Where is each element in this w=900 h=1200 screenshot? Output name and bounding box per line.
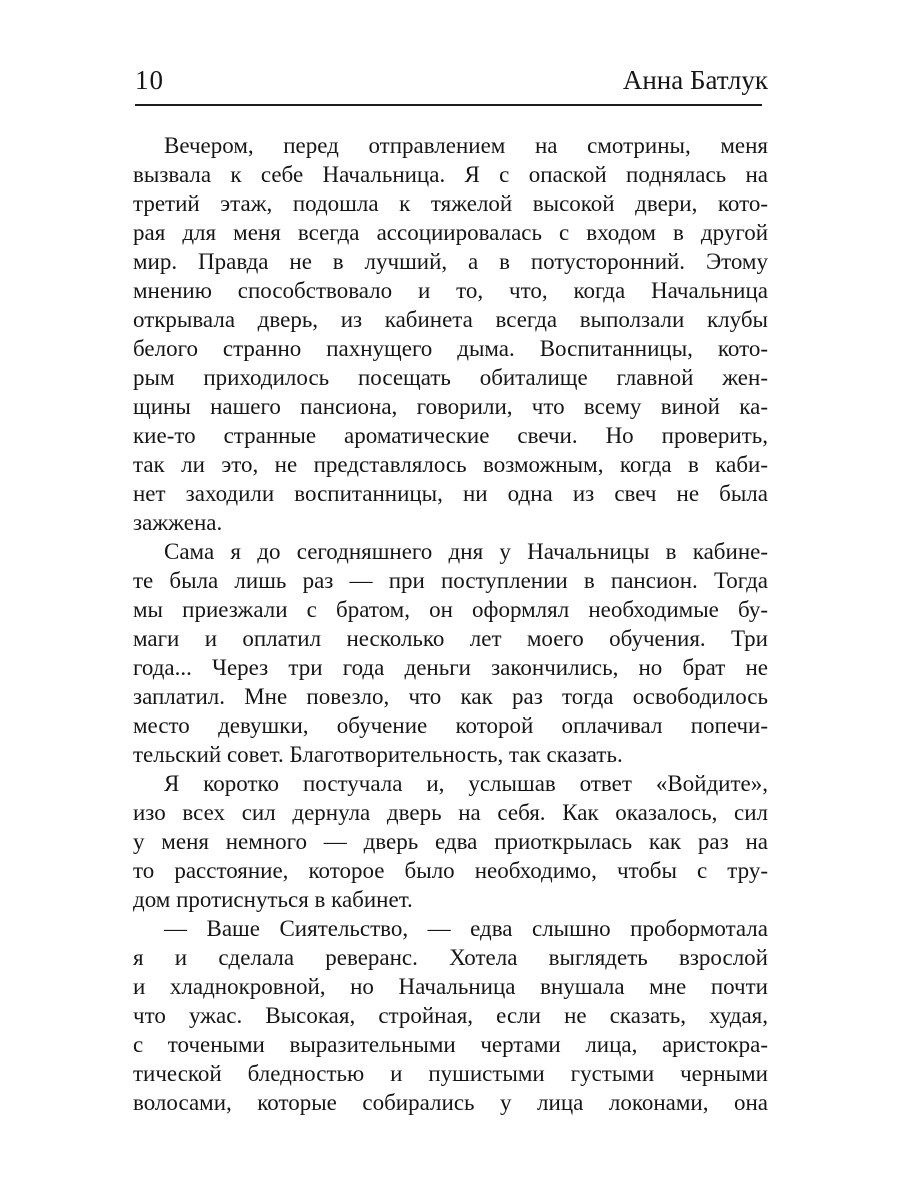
text-line: открывала дверь, из кабинета всегда выползали клубы: [133, 307, 768, 332]
text-line: вызвала к себе Начальница. Я с опаской поднялась на: [133, 162, 768, 187]
text-line: у меня немного — дверь едва приоткрылась как раз на: [133, 829, 768, 854]
text-line: белого странно пахнущего дыма. Воспитанницы, кото-: [133, 336, 768, 361]
running-title: Анна Батлук: [622, 65, 768, 95]
page-header: [135, 64, 768, 96]
page-text: [133, 131, 768, 1117]
paragraph: [133, 914, 768, 1117]
text-line: — Ваше Сиятельство, — едва слышно пробормотала: [164, 916, 768, 941]
text-line: мнению способствовало и то, что, когда Начальница: [133, 278, 768, 303]
text-line: заплатил. Мне повезло, что как раз тогда освободилось: [133, 684, 768, 709]
text-line: кие-то странные ароматические свечи. Но проверить,: [133, 423, 768, 448]
text-line: изо всех сил дернула дверь на себя. Как оказалось, сил: [133, 800, 768, 825]
text-line: с точеными выразительными чертами лица, аристокра-: [133, 1032, 768, 1057]
text-line: мир. Правда не в лучший, а в потусторонний. Этому: [133, 249, 768, 274]
text-line: года... Через три года деньги закончились, но брат не: [133, 655, 768, 680]
text-line: Вечером, перед отправлением на смотрины, меня: [164, 133, 768, 158]
text-line: те была лишь раз — при поступлении в пансион. Тогда: [133, 568, 768, 593]
text-line: нет заходили воспитанницы, ни одна из свеч не была: [133, 481, 768, 506]
paragraph: [133, 131, 768, 537]
text-line: тической бледностью и пушистыми густыми черными: [133, 1061, 768, 1086]
paragraph: [133, 769, 768, 914]
text-line: Я коротко постучала и, услышав ответ «Войдите»,: [164, 771, 768, 796]
text-line: третий этаж, подошла к тяжелой высокой двери, кото-: [133, 191, 768, 216]
text-line: место девушки, обучение которой оплачивал попечи-: [133, 713, 768, 738]
text-line: то расстояние, которое было необходимо, чтобы с тру-: [133, 858, 768, 883]
text-line: волосами, которые собирались у лица локонами, она: [133, 1090, 768, 1115]
text-line: щины нашего пансиона, говорили, что всему виной ка-: [133, 394, 768, 419]
text-line: зажжена.: [133, 510, 223, 535]
text-line: что ужас. Высокая, стройная, если не сказать, худая,: [133, 1003, 768, 1028]
text-line: тельский совет. Благотворительность, так сказать.: [133, 742, 623, 767]
paragraph: [133, 537, 768, 769]
page-number: 10: [135, 65, 164, 95]
text-line: я и сделала реверанс. Хотела выглядеть взрослой: [133, 945, 768, 970]
text-line: и хладнокровной, но Начальница внушала мне почти: [133, 974, 768, 999]
text-line: дом протиснуться в кабинет.: [133, 887, 413, 912]
text-line: рая для меня всегда ассоциировалась с входом в другой: [133, 220, 768, 245]
text-line: Сама я до сегодняшнего дня у Начальницы в кабине-: [164, 539, 768, 564]
text-line: так ли это, не представлялось возможным, когда в каби-: [133, 452, 768, 477]
text-line: мы приезжали с братом, он оформлял необходимые бу-: [133, 597, 768, 622]
text-line: маги и оплатил несколько лет моего обучения. Три: [133, 626, 768, 651]
header-rule: [135, 104, 762, 106]
text-line: рым приходилось посещать обиталище главной жен-: [133, 365, 768, 390]
